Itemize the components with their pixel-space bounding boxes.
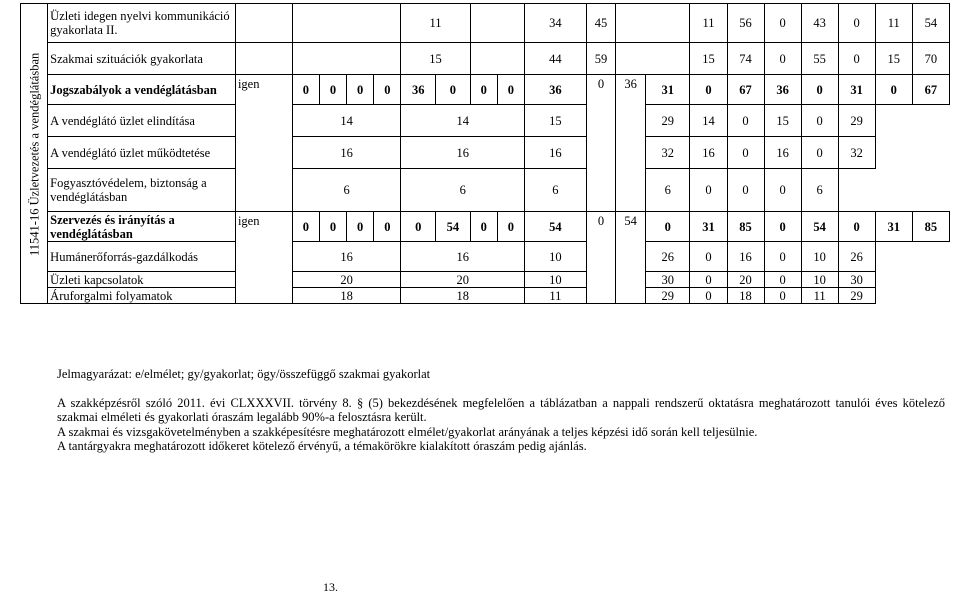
note-paragraph: A szakképzésről szóló 2011. évi CLXXXVII. törvény 8. § (5) bekezdésének megfelelően a táblázatban a nappali rendszerű oktatásra meghatározott tanulói éves kötelező szakmai elméleti és gyakorlati óraszám legalább 90%-a felosztásra került. (57, 395, 945, 424)
value-cell: 0 (838, 43, 875, 75)
value-cell: 18 (292, 288, 401, 304)
value-cell: 0 (347, 75, 374, 105)
value-cell: 0 (727, 169, 764, 212)
value-cell: 85 (727, 212, 764, 242)
value-cell: 6 (401, 169, 525, 212)
value-cell: 0 (347, 212, 374, 242)
value-cell: 0 (374, 212, 401, 242)
value-cell: 54 (436, 212, 471, 242)
value-cell: 0 (470, 75, 497, 105)
value-cell: 11 (401, 4, 470, 43)
value-cell: 0 (436, 75, 471, 105)
value-cell: 29 (838, 288, 875, 304)
value-cell: 6 (292, 169, 401, 212)
value-cell: 0 (764, 242, 801, 272)
value-cell: 55 (801, 43, 838, 75)
value-cell: 70 (912, 43, 949, 75)
value-cell: 0 (646, 212, 690, 242)
value-cell: 0 (838, 4, 875, 43)
value-cell: 29 (646, 105, 690, 137)
value-cell: 0 (319, 212, 346, 242)
value-cell: 30 (838, 272, 875, 288)
value-cell: 0 (838, 212, 875, 242)
value-cell: 29 (646, 288, 690, 304)
value-cell: 0 (801, 137, 838, 169)
subject-name: Humánerőforrás-gazdálkodás (48, 242, 236, 272)
value-cell: 56 (727, 4, 764, 43)
value-cell: 45 (586, 4, 616, 43)
value-cell: 16 (401, 242, 525, 272)
value-cell: 6 (524, 169, 586, 212)
subject-name: Jogszabályok a vendéglátásban (48, 75, 236, 105)
value-cell: 0 (690, 75, 727, 105)
value-cell: 11 (690, 4, 727, 43)
value-cell: 31 (646, 75, 690, 105)
value-cell: 0 (764, 169, 801, 212)
value-cell: 0 (586, 212, 616, 304)
subject-name: Áruforgalmi folyamatok (48, 288, 236, 304)
subject-name: Fogyasztóvédelem, biztonság a vendéglátásban (48, 169, 236, 212)
value-cell: 16 (524, 137, 586, 169)
table-row (21, 242, 950, 272)
value-cell: 0 (497, 75, 524, 105)
value-cell: 67 (727, 75, 764, 105)
value-cell: 6 (801, 169, 838, 212)
value-cell: 10 (524, 272, 586, 288)
value-cell: 43 (801, 4, 838, 43)
subject-name: Szakmai szituációk gyakorlata (48, 43, 236, 75)
value-cell: 18 (727, 288, 764, 304)
subject-name: Szervezés és irányítás a vendéglátásban (48, 212, 236, 242)
value-cell: 0 (764, 288, 801, 304)
value-cell: 31 (690, 212, 727, 242)
table-row (21, 105, 950, 137)
value-cell: 16 (292, 242, 401, 272)
value-cell: 10 (524, 242, 586, 272)
module-side-label: 11541-16 Üzletvezetés a vendéglátásban (21, 4, 48, 304)
value-cell: 36 (764, 75, 801, 105)
value-cell: 74 (727, 43, 764, 75)
value-cell: 85 (912, 212, 949, 242)
table-row (21, 212, 950, 242)
value-cell: 15 (401, 43, 470, 75)
curriculum-table (20, 3, 950, 304)
note-paragraph: A szakmai és vizsgakövetelményben a szakképesítésre meghatározott elmélet/gyakorlat arányának a teljes képzési idő során kell teljesülnie. (57, 424, 758, 439)
table-row (21, 137, 950, 169)
table-row (21, 43, 950, 75)
value-cell: 0 (586, 75, 616, 212)
igen-label: igen (235, 75, 292, 212)
table-row (21, 4, 950, 43)
value-cell: 36 (524, 75, 586, 105)
value-cell: 10 (801, 242, 838, 272)
value-cell: 0 (801, 75, 838, 105)
value-cell: 36 (401, 75, 436, 105)
value-cell: 16 (401, 137, 525, 169)
subject-name: Üzleti idegen nyelvi kommunikáció gyakorlata II. (48, 4, 236, 43)
value-cell: 0 (690, 169, 727, 212)
value-cell: 0 (690, 288, 727, 304)
value-cell: 0 (764, 272, 801, 288)
value-cell: 54 (616, 212, 646, 304)
subject-name: A vendéglátó üzlet működtetése (48, 137, 236, 169)
value-cell: 0 (801, 105, 838, 137)
value-cell: 10 (801, 272, 838, 288)
subject-name: A vendéglátó üzlet elindítása (48, 105, 236, 137)
value-cell: 0 (292, 212, 319, 242)
value-cell: 11 (801, 288, 838, 304)
value-cell: 0 (727, 105, 764, 137)
value-cell: 6 (646, 169, 690, 212)
value-cell: 67 (912, 75, 949, 105)
value-cell: 11 (875, 4, 912, 43)
value-cell: 44 (524, 43, 586, 75)
value-cell: 15 (690, 43, 727, 75)
value-cell: 16 (727, 242, 764, 272)
value-cell: 59 (586, 43, 616, 75)
value-cell: 34 (524, 4, 586, 43)
value-cell: 29 (838, 105, 875, 137)
value-cell: 14 (401, 105, 525, 137)
value-cell: 30 (646, 272, 690, 288)
value-cell: 32 (646, 137, 690, 169)
value-cell: 31 (838, 75, 875, 105)
notes-block (57, 367, 945, 454)
value-cell: 16 (292, 137, 401, 169)
value-cell: 15 (875, 43, 912, 75)
value-cell: 36 (616, 75, 646, 212)
value-cell: 14 (292, 105, 401, 137)
value-cell: 31 (875, 212, 912, 242)
value-cell: 18 (401, 288, 525, 304)
value-cell: 26 (646, 242, 690, 272)
value-cell: 0 (374, 75, 401, 105)
value-cell: 0 (764, 212, 801, 242)
legend-text: Jelmagyarázat: e/elmélet; gy/gyakorlat; ögy/összefüggő szakmai gyakorlat (57, 367, 431, 381)
value-cell: 0 (292, 75, 319, 105)
note-paragraph: A tantárgyakra meghatározott időkeret kötelező érvényű, a témakörökre kialakított óraszám pedig ajánlás. (57, 439, 587, 453)
igen-label: igen (235, 212, 292, 304)
value-cell: 15 (764, 105, 801, 137)
value-cell: 54 (524, 212, 586, 242)
value-cell: 54 (912, 4, 949, 43)
table-row (21, 288, 950, 304)
value-cell: 32 (838, 137, 875, 169)
value-cell: 20 (292, 272, 401, 288)
value-cell: 0 (764, 43, 801, 75)
value-cell: 0 (401, 212, 436, 242)
value-cell: 0 (875, 75, 912, 105)
page-number: 13. (323, 580, 338, 594)
subject-name: Üzleti kapcsolatok (48, 272, 236, 288)
value-cell: 0 (497, 212, 524, 242)
table-row (21, 272, 950, 288)
value-cell: 0 (470, 212, 497, 242)
value-cell: 26 (838, 242, 875, 272)
value-cell: 20 (401, 272, 525, 288)
value-cell: 0 (690, 242, 727, 272)
value-cell: 16 (690, 137, 727, 169)
value-cell: 11 (524, 288, 586, 304)
value-cell: 0 (319, 75, 346, 105)
value-cell: 16 (764, 137, 801, 169)
value-cell: 0 (764, 4, 801, 43)
value-cell: 0 (727, 137, 764, 169)
value-cell: 54 (801, 212, 838, 242)
table-row (21, 75, 950, 105)
table-row (21, 169, 950, 212)
value-cell: 15 (524, 105, 586, 137)
value-cell: 0 (690, 272, 727, 288)
value-cell: 20 (727, 272, 764, 288)
value-cell: 14 (690, 105, 727, 137)
